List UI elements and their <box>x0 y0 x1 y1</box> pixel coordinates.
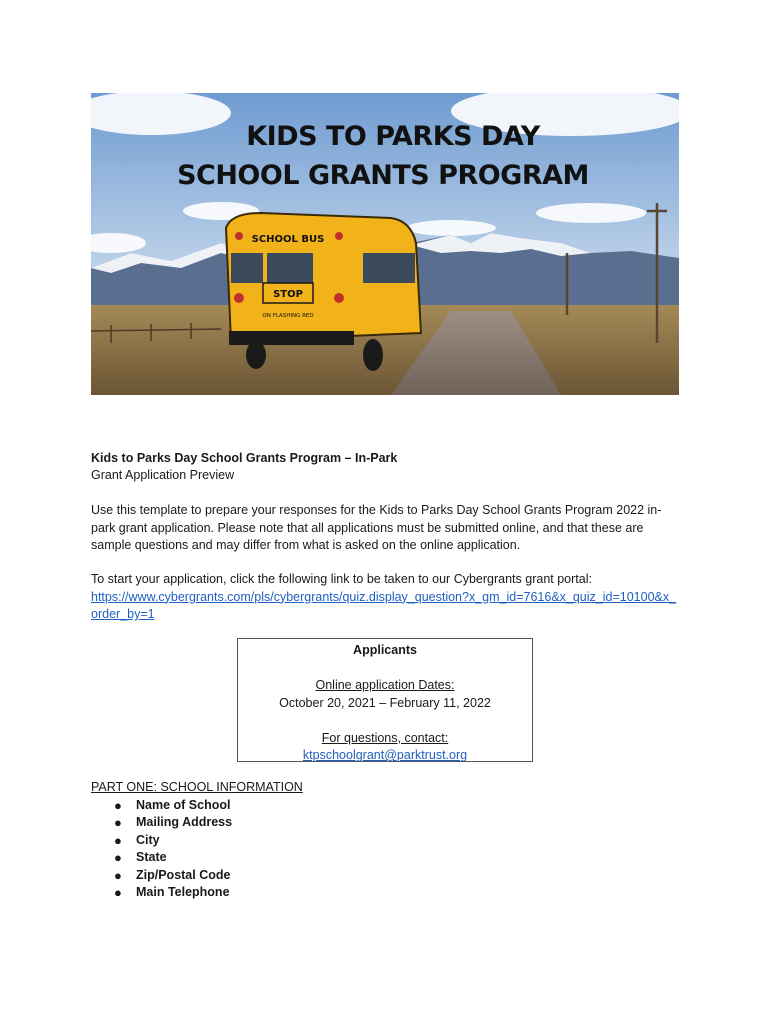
list-item: ● Name of School <box>114 797 231 813</box>
bullet-icon: ● <box>114 815 122 830</box>
dates-label: Online application Dates: <box>315 678 455 692</box>
list-item: ● Main Telephone <box>114 885 230 900</box>
contact-email-link[interactable]: ktpschoolgrant@parktrust.org <box>302 748 468 762</box>
list-item: ● City <box>114 832 160 848</box>
bullet-icon: ● <box>114 867 122 883</box>
bus-bumper <box>229 331 354 345</box>
document-subheading: Grant Application Preview <box>91 468 235 482</box>
bus-sign-text: SCHOOL BUS <box>251 234 325 245</box>
bus-windshield-left <box>231 253 263 283</box>
banner-title-line2: SCHOOL GRANTS PROGRAM <box>177 160 589 191</box>
bus-stop-text: STOP <box>273 289 303 300</box>
banner-title-line1: KIDS TO PARKS DAY <box>246 121 540 152</box>
intro-paragraph: Use this template to prepare your responses for the Kids to Parks Day School Grants Program 2022 in-park grant application. Please note that all applications must be submitted online, and that these are sample questions and may differ from what is asked on the online application. <box>91 503 662 552</box>
bullet-icon: ● <box>114 832 122 848</box>
part-one-title: PART ONE: SCHOOL INFORMATION <box>91 780 303 794</box>
bullet-icon: ● <box>114 850 122 865</box>
bullet-icon: ● <box>114 797 122 813</box>
portal-link[interactable]: https://www.cybergrants.com/pls/cybergrants/quiz.display_question?x_gm_id=7616&x_quiz_id=10100&x_order_by=1 <box>91 589 677 621</box>
contact-label: For questions, contact: <box>321 730 449 745</box>
list-item: ● Zip/Postal Code <box>114 867 231 883</box>
bus-side-windows <box>363 253 415 283</box>
bus-windshield-right <box>267 253 313 283</box>
bullet-icon: ● <box>114 885 122 900</box>
document-heading: Kids to Parks Day School Grants Program – In-Park <box>91 451 398 465</box>
school-info-list <box>91 797 691 902</box>
applicants-info-box <box>237 638 533 762</box>
school-bus-landscape-illustration <box>91 93 679 395</box>
bus-flashing-text: ON FLASHING RED <box>262 313 314 319</box>
start-text: To start your application, click the following link to be taken to our Cybergrants grant portal: <box>91 572 592 586</box>
part-one-section <box>91 779 691 902</box>
list-item: ● Mailing Address <box>114 815 233 830</box>
info-box-title: Applicants <box>353 643 417 657</box>
dates-value: October 20, 2021 – February 11, 2022 <box>279 695 491 710</box>
banner-image <box>91 93 679 395</box>
start-paragraph <box>91 571 681 624</box>
list-item: ● State <box>114 850 167 865</box>
